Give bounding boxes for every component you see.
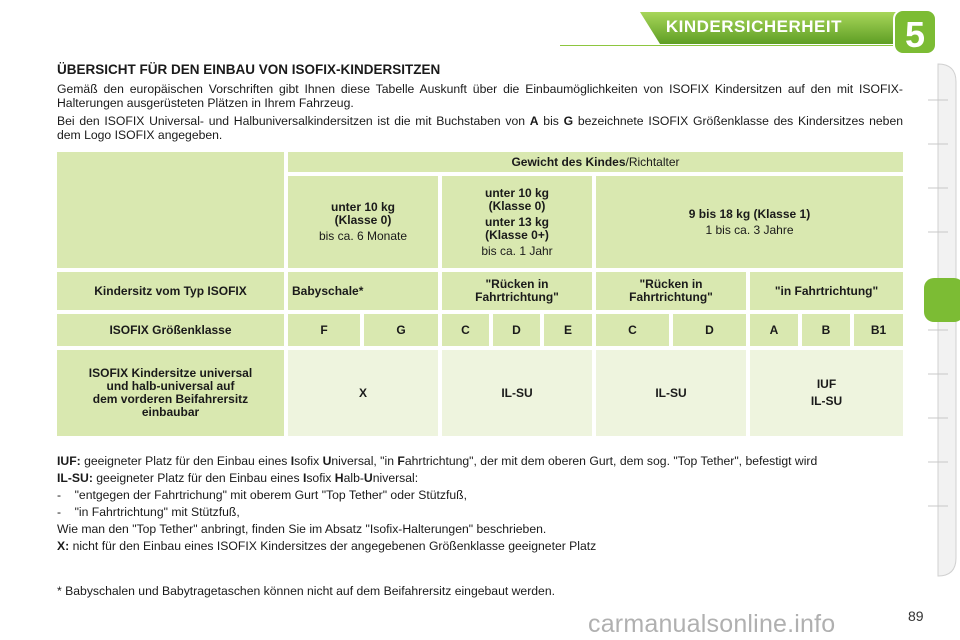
- note-dash-2: - "in Fahrtrichtung" mit Stützfuß,: [57, 505, 240, 519]
- value-ruecken-2: IL-SU: [596, 350, 746, 436]
- size-cell: F: [288, 314, 360, 346]
- size-cell: B: [802, 314, 850, 346]
- size-cell: A: [750, 314, 798, 346]
- value-ruecken-1: IL-SU: [442, 350, 592, 436]
- active-chapter-tab[interactable]: [924, 278, 960, 322]
- intro-text: [57, 82, 903, 146]
- weight-header: Gewicht des Kindes/Richtalter: [288, 152, 903, 172]
- note-x: X: nicht für den Einbau eines ISOFIX Kindersitzes der angegebenen Größenklasse geeigneter Platz: [57, 539, 597, 553]
- size-cell: D: [493, 314, 540, 346]
- page-number: 89: [908, 608, 924, 624]
- watermark: carmanualsonline.info: [588, 610, 836, 638]
- intro-paragraph-1: Gemäß den europäischen Vorschriften gibt Ihnen diese Tabelle Auskunft über die Einbaumöglichkeiten von ISOFIX Kindersitzen auf den mit ISOFIX-Halterungen ausgerüsteten Plätzen in Ihrem Fahrzeug.: [57, 82, 903, 110]
- value-babyschale: X: [288, 350, 438, 436]
- type-row-label: Kindersitz vom Typ ISOFIX: [57, 272, 284, 310]
- legend-notes: [57, 454, 903, 554]
- universal-row-label: ISOFIX Kindersitze universal und halb-universal auf dem vorderen Beifahrersitz einbaubar: [57, 350, 284, 436]
- value-in-fahrtrichtung: IUF IL-SU: [750, 350, 903, 436]
- size-cell: E: [544, 314, 592, 346]
- weight-col-3: 9 bis 18 kg (Klasse 1) 1 bis ca. 3 Jahre: [596, 176, 903, 268]
- type-ruecken-2: "Rücken in Fahrtrichtung": [596, 272, 746, 310]
- chapter-title: KINDERSICHERHEIT: [665, 17, 842, 36]
- section-title: ÜBERSICHT FÜR DEN EINBAU VON ISOFIX-KINDERSITZEN: [57, 62, 441, 77]
- type-babyschale: Babyschale*: [288, 272, 438, 310]
- size-cell: G: [364, 314, 438, 346]
- chapter-number-badge: [892, 8, 938, 56]
- weight-col-2: unter 10 kg (Klasse 0) unter 13 kg (Klasse 0+) bis ca. 1 Jahr: [442, 176, 592, 268]
- intro-paragraph-2: Bei den ISOFIX Universal- und Halbuniversalkindersitzen ist die mit Buchstaben von A bis G bezeichnete ISOFIX Größenklasse des Kindersitzes neben dem Logo ISOFIX angegeben.: [57, 114, 903, 142]
- type-in-fahrtrichtung: "in Fahrtrichtung": [750, 272, 903, 310]
- size-cell: D: [673, 314, 746, 346]
- note-dash-1: - "entgegen der Fahrtrichung" mit oberem Gurt "Top Tether" oder Stützfuß,: [57, 488, 467, 502]
- size-cell: B1: [854, 314, 903, 346]
- svg-text:5: 5: [904, 14, 926, 55]
- note-iuf: IUF: geeigneter Platz für den Einbau eines Isofix Universal, "in Fahrtrichtung", der mit dem oberen Gurt, dem sog. "Top Tether", befestigt wird: [57, 454, 818, 468]
- weight-col-1: unter 10 kg (Klasse 0) bis ca. 6 Monate: [288, 176, 438, 268]
- note-top-tether: Wie man den "Top Tether" anbringt, finden Sie im Absatz "Isofix-Halterungen" beschrieben.: [57, 522, 547, 536]
- size-cell: C: [596, 314, 669, 346]
- size-row-label: ISOFIX Größenklasse: [57, 314, 284, 346]
- table-corner-cell: [57, 152, 284, 268]
- footnote: * Babyschalen und Babytragetaschen können nicht auf dem Beifahrersitz eingebaut werden.: [57, 584, 555, 598]
- size-cell: C: [442, 314, 489, 346]
- type-ruecken-1: "Rücken in Fahrtrichtung": [442, 272, 592, 310]
- note-ilsu: IL-SU: geeigneter Platz für den Einbau eines Isofix Halb-Universal:: [57, 471, 419, 485]
